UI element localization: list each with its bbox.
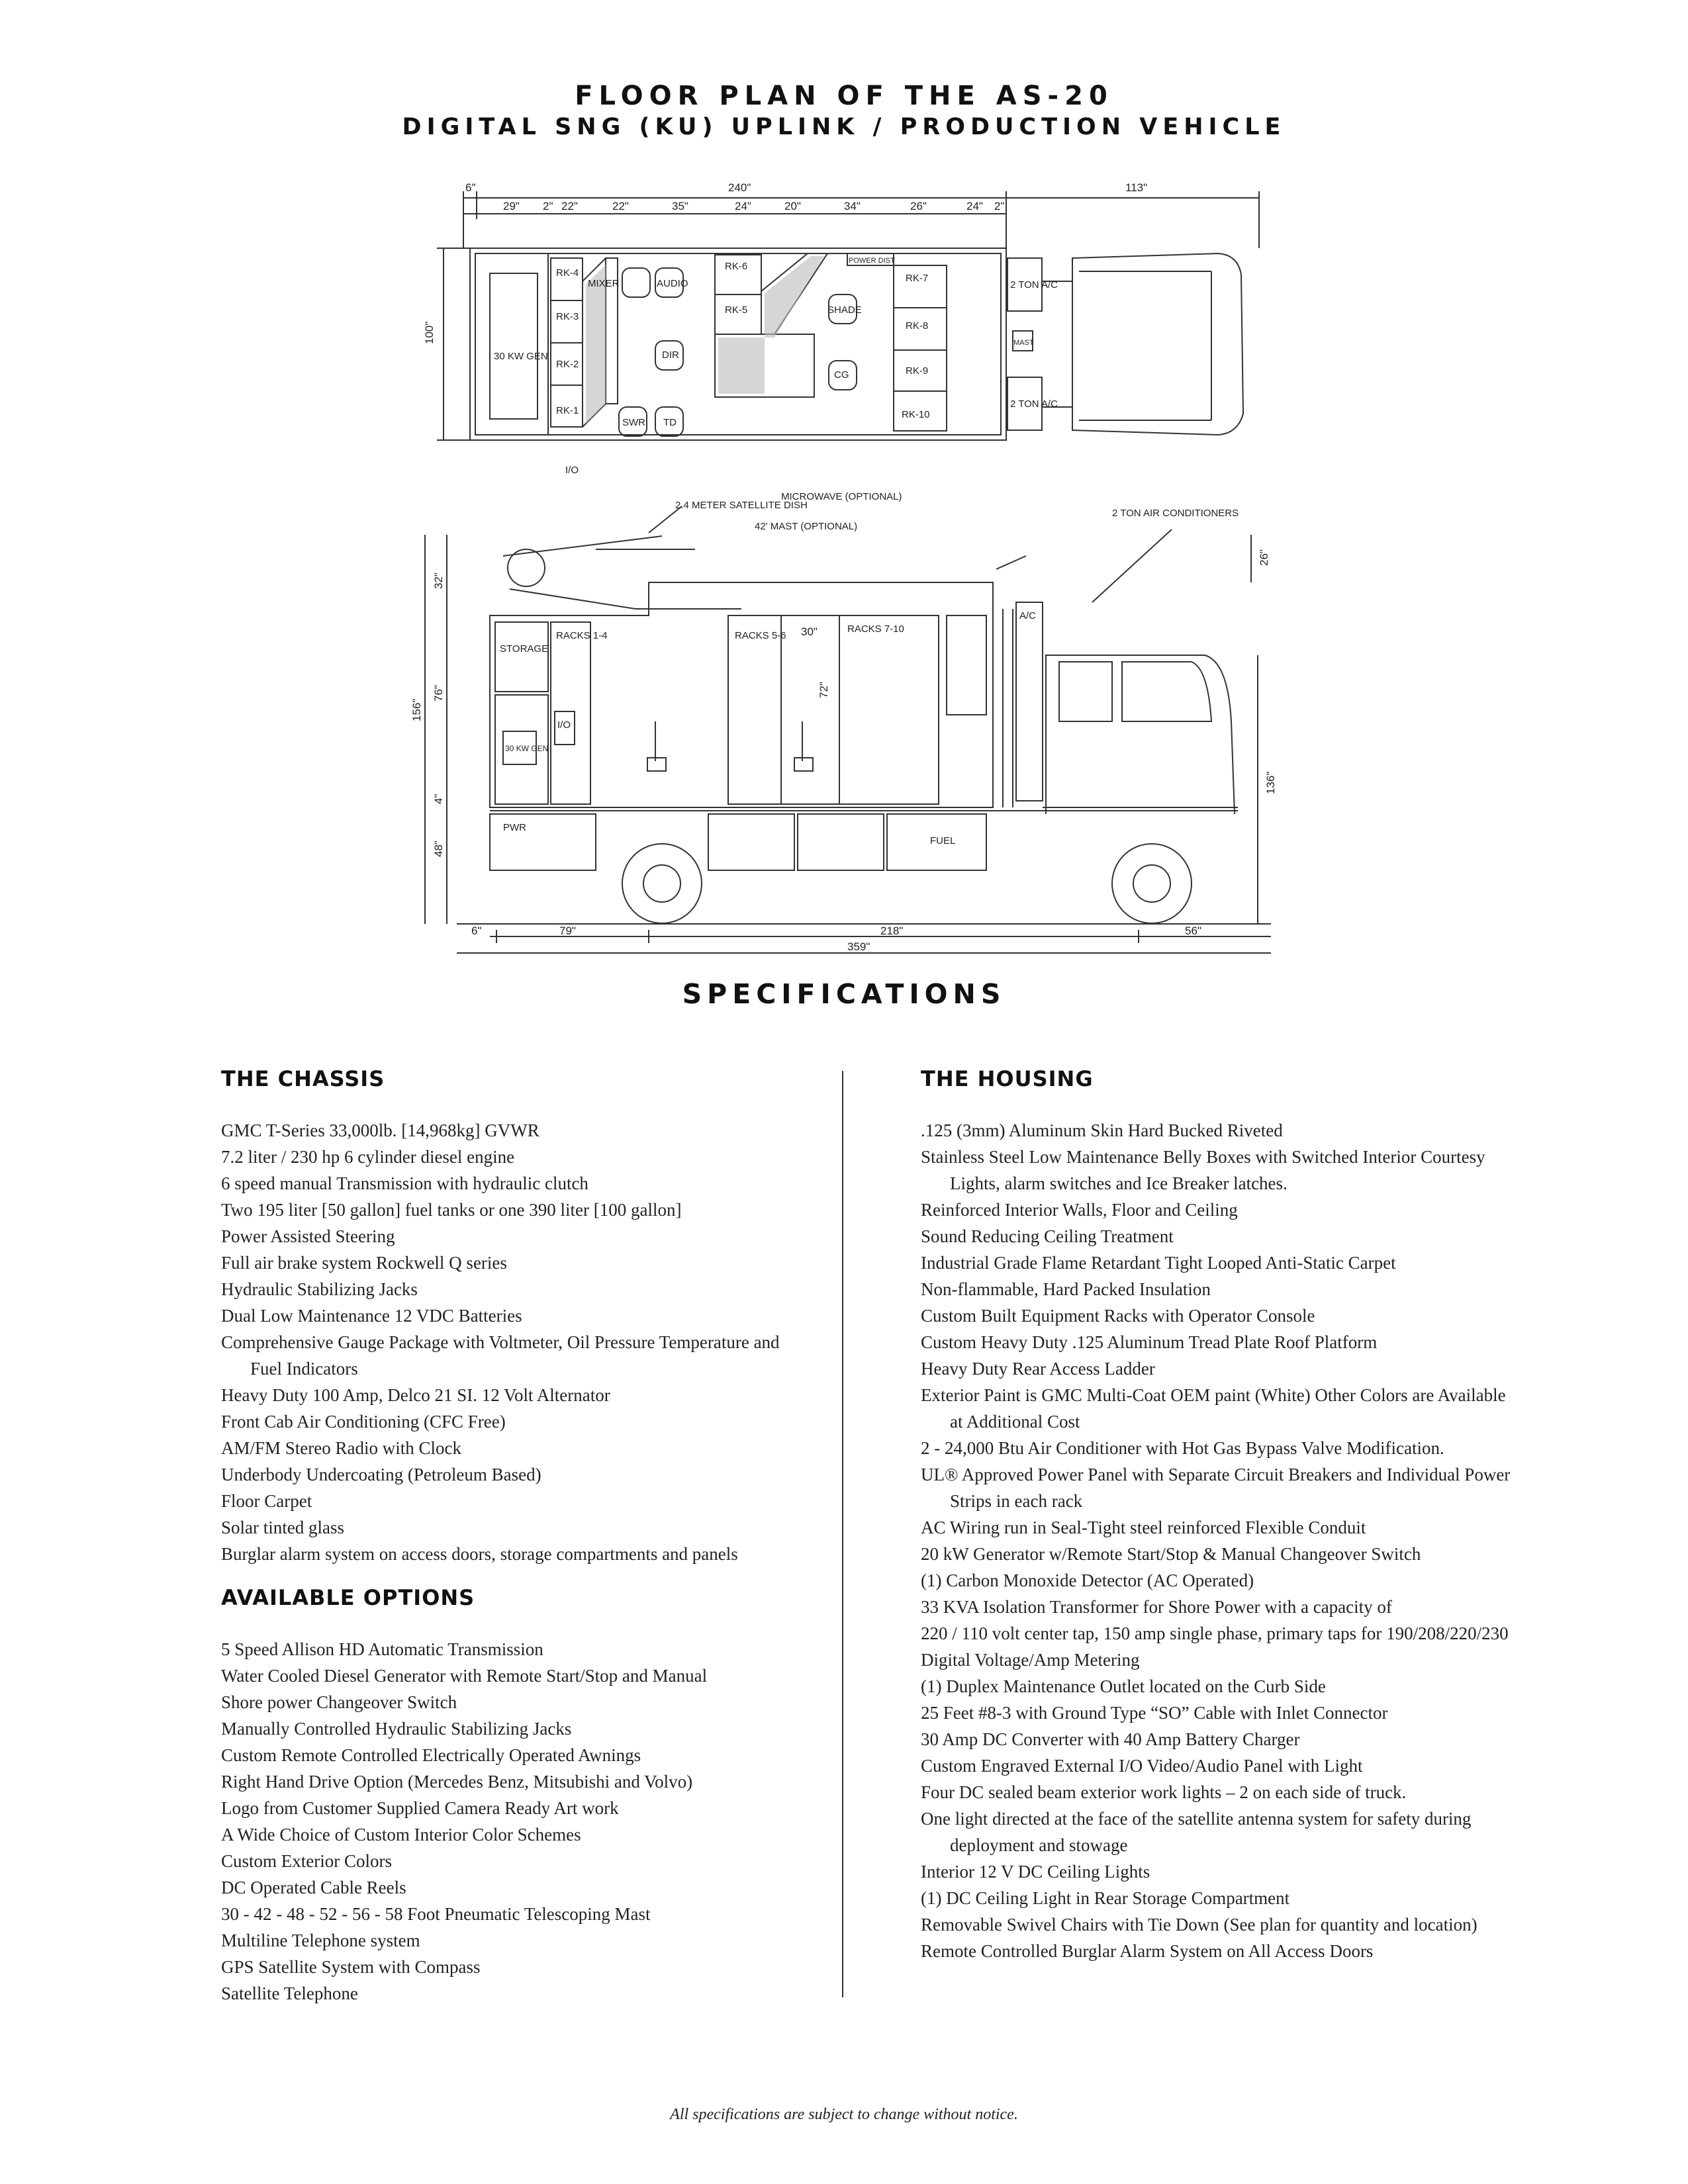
plan-label: SWR	[622, 417, 645, 428]
spec-item: GMC T-Series 33,000lb. [14,968kg] GVWR	[221, 1120, 539, 1140]
footer-note: All specifications are subject to change without notice.	[670, 2106, 1018, 2123]
spec-item: 25 Feet #8-3 with Ground Type “SO” Cable with Inlet Connector	[921, 1703, 1388, 1723]
dim-label: 79"	[559, 925, 576, 937]
spec-item: 7.2 liter / 230 hp 6 cylinder diesel engine	[221, 1147, 515, 1167]
spec-item: Underbody Undercoating (Petroleum Based)	[221, 1465, 541, 1484]
plan-label: I/O	[565, 465, 579, 476]
plan-label: DIR	[662, 349, 679, 361]
side-label: PWR	[503, 822, 526, 833]
spec-item: Multiline Telephone system	[221, 1931, 420, 1950]
spec-item: AC Wiring run in Seal-Tight steel reinforced Flexible Conduit	[921, 1518, 1366, 1537]
spec-item: Stainless Steel Low Maintenance Belly Boxes with Switched Interior Courtesy Lights, alarm switches and Ice Breaker latches.	[921, 1147, 1485, 1193]
spec-item: Solar tinted glass	[221, 1518, 344, 1537]
plan-label: MAST	[1013, 339, 1034, 347]
page-title: FLOOR PLAN OF THE AS-20	[575, 81, 1113, 111]
chassis-heading: THE CHASSIS	[221, 1066, 385, 1091]
dim-label: 26"	[910, 200, 927, 212]
dim-label: 22"	[561, 200, 578, 212]
spec-item: Shore power Changeover Switch	[221, 1692, 457, 1712]
spec-item: Removable Swivel Chairs with Tie Down (See plan for quantity and location)	[921, 1915, 1477, 1934]
plan-label: RK-6	[725, 261, 748, 272]
spec-item: Hydraulic Stabilizing Jacks	[221, 1279, 418, 1299]
side-label: STORAGE	[500, 643, 549, 655]
spec-item: Industrial Grade Flame Retardant Tight Looped Anti-Static Carpet	[921, 1253, 1396, 1273]
spec-item: Satellite Telephone	[221, 1983, 358, 2003]
options-heading: AVAILABLE OPTIONS	[221, 1585, 475, 1610]
spec-item: Custom Exterior Colors	[221, 1851, 392, 1871]
spec-item: Front Cab Air Conditioning (CFC Free)	[221, 1412, 506, 1432]
spec-item: Interior 12 V DC Ceiling Lights	[921, 1862, 1150, 1882]
dim-label: 32"	[432, 572, 445, 589]
dim-label: 2"	[543, 200, 553, 212]
side-label: FUEL	[930, 835, 956, 846]
spec-item: 2 - 24,000 Btu Air Conditioner with Hot Gas Bypass Valve Modification.	[921, 1438, 1444, 1458]
chassis-list	[221, 1117, 790, 1567]
dim-label: 218"	[880, 925, 904, 937]
side-label: A/C	[1019, 610, 1037, 621]
dim-label: 35"	[672, 200, 688, 212]
spec-item: Sound Reducing Ceiling Treatment	[921, 1226, 1174, 1246]
plan-label: RK-7	[906, 273, 929, 284]
spec-item: One light directed at the face of the satellite antenna system for safety during deployment and stowage	[921, 1809, 1472, 1855]
dim-label: 6"	[465, 181, 476, 194]
plan-label: RK-1	[556, 405, 579, 416]
spec-item: Manually Controlled Hydraulic Stabilizing Jacks	[221, 1719, 572, 1739]
plan-label: RK-2	[556, 359, 579, 370]
dim-label: 29"	[503, 200, 520, 212]
callout-label: 2.4 METER SATELLITE DISH	[675, 500, 808, 511]
spec-item: 220 / 110 volt center tap, 150 amp single phase, primary taps for 190/208/220/230	[921, 1623, 1509, 1643]
dim-label: 100"	[423, 321, 436, 344]
dim-label: 4"	[432, 794, 445, 804]
dim-label: 30"	[801, 625, 818, 638]
spec-item: 33 KVA Isolation Transformer for Shore Power with a capacity of	[921, 1597, 1392, 1617]
plan-label: MIXER	[588, 278, 620, 289]
column-divider	[842, 1071, 843, 1997]
plan-label: CG	[834, 369, 849, 381]
spec-item: Reinforced Interior Walls, Floor and Ceiling	[921, 1200, 1238, 1220]
dim-label: 24"	[966, 200, 983, 212]
spec-item: (1) Duplex Maintenance Outlet located on the Curb Side	[921, 1676, 1326, 1696]
plan-label: RK-8	[906, 320, 929, 332]
spec-item: Comprehensive Gauge Package with Voltmeter, Oil Pressure Temperature and Fuel Indicators	[221, 1332, 780, 1379]
dim-label: 26"	[1258, 549, 1270, 566]
side-view-diagram	[397, 491, 1297, 960]
plan-label: 2 TON A/C	[1010, 279, 1058, 291]
side-label: RACKS 5-6	[735, 630, 786, 641]
spec-item: AM/FM Stereo Radio with Clock	[221, 1438, 461, 1458]
dim-label: 34"	[844, 200, 861, 212]
spec-item: Heavy Duty Rear Access Ladder	[921, 1359, 1155, 1379]
spec-item: DC Operated Cable Reels	[221, 1878, 406, 1897]
plan-label: POWER DIST	[849, 257, 895, 265]
spec-item: Custom Engraved External I/O Video/Audio Panel with Light	[921, 1756, 1363, 1776]
plan-label: RK-9	[906, 365, 929, 377]
spec-item: Floor Carpet	[221, 1491, 312, 1511]
dim-label: 113"	[1125, 181, 1148, 194]
spec-item: Right Hand Drive Option (Mercedes Benz, Mitsubishi and Volvo)	[221, 1772, 693, 1792]
dim-label: 24"	[735, 200, 751, 212]
plan-label: RK-10	[902, 409, 930, 420]
dim-label: 76"	[432, 685, 445, 702]
spec-item: (1) Carbon Monoxide Detector (AC Operated)	[921, 1570, 1254, 1590]
spec-item: Logo from Customer Supplied Camera Ready Art work	[221, 1798, 619, 1818]
dim-label: 48"	[432, 841, 445, 857]
options-list	[221, 1636, 790, 2007]
side-label: I/O	[557, 719, 571, 731]
dim-label: 2"	[994, 200, 1005, 212]
spec-item: Burglar alarm system on access doors, storage compartments and panels	[221, 1544, 738, 1564]
callout-label: MICROWAVE (OPTIONAL)	[781, 491, 902, 502]
spec-item: Non-flammable, Hard Packed Insulation	[921, 1279, 1211, 1299]
spec-item: Full air brake system Rockwell Q series	[221, 1253, 507, 1273]
spec-item: Two 195 liter [50 gallon] fuel tanks or one 390 liter [100 gallon]	[221, 1200, 682, 1220]
dim-label: 6"	[471, 925, 482, 937]
specifications-heading: SPECIFICATIONS	[682, 978, 1006, 1010]
plan-label: RK-5	[725, 304, 748, 316]
side-label: RACKS 7-10	[847, 623, 904, 635]
spec-item: .125 (3mm) Aluminum Skin Hard Bucked Riveted	[921, 1120, 1283, 1140]
plan-label: AUDIO	[657, 278, 688, 289]
side-label: 30 KW GEN	[505, 744, 549, 753]
dim-label: 20"	[784, 200, 801, 212]
spec-item: 5 Speed Allison HD Automatic Transmission	[221, 1639, 543, 1659]
dim-label: 240"	[728, 181, 751, 194]
page-subtitle: DIGITAL SNG (KU) UPLINK / PRODUCTION VEHICLE	[402, 114, 1286, 140]
dim-label: 56"	[1185, 925, 1201, 937]
spec-item: 20 kW Generator w/Remote Start/Stop & Manual Changeover Switch	[921, 1544, 1421, 1564]
spec-item: GPS Satellite System with Compass	[221, 1957, 481, 1977]
spec-item: Custom Built Equipment Racks with Operator Console	[921, 1306, 1315, 1326]
spec-item: A Wide Choice of Custom Interior Color Schemes	[221, 1825, 581, 1844]
housing-list	[921, 1117, 1517, 1964]
spec-item: Heavy Duty 100 Amp, Delco 21 SI. 12 Volt Alternator	[221, 1385, 610, 1405]
spec-item: 30 Amp DC Converter with 40 Amp Battery Charger	[921, 1729, 1300, 1749]
plan-label: 30 KW GEN	[494, 351, 548, 362]
spec-item: Power Assisted Steering	[221, 1226, 395, 1246]
plan-label: RK-4	[556, 267, 579, 279]
callout-label: 42' MAST (OPTIONAL)	[755, 521, 858, 532]
spec-item: UL® Approved Power Panel with Separate Circuit Breakers and Individual Power Strips in each rack	[921, 1465, 1511, 1511]
plan-label: RK-3	[556, 311, 579, 322]
dim-label: 22"	[612, 200, 629, 212]
plan-label: TD	[663, 417, 677, 428]
spec-item: 30 - 42 - 48 - 52 - 56 - 58 Foot Pneumatic Telescoping Mast	[221, 1904, 651, 1924]
dim-label: 156"	[410, 698, 423, 721]
spec-item: Water Cooled Diesel Generator with Remote Start/Stop and Manual	[221, 1666, 708, 1686]
plan-label: 2 TON A/C	[1010, 398, 1058, 410]
spec-item: Four DC sealed beam exterior work lights – 2 on each side of truck.	[921, 1782, 1407, 1802]
spec-item: Dual Low Maintenance 12 VDC Batteries	[221, 1306, 522, 1326]
left-column	[221, 1066, 790, 2007]
dim-label: 72"	[818, 682, 830, 698]
callout-label: 2 TON AIR CONDITIONERS	[1112, 508, 1239, 519]
side-label: RACKS 1-4	[556, 630, 608, 641]
spec-item: (1) DC Ceiling Light in Rear Storage Compartment	[921, 1888, 1290, 1908]
right-column	[921, 1066, 1517, 1964]
floor-plan-diagram	[424, 175, 1284, 486]
spec-item: 6 speed manual Transmission with hydraulic clutch	[221, 1173, 588, 1193]
spec-item: Digital Voltage/Amp Metering	[921, 1650, 1140, 1670]
spec-item: Exterior Paint is GMC Multi-Coat OEM paint (White) Other Colors are Available at Additional Cost	[921, 1385, 1506, 1432]
spec-item: Remote Controlled Burglar Alarm System on All Access Doors	[921, 1941, 1374, 1961]
dim-label: 136"	[1264, 771, 1277, 794]
plan-label: SHADE	[827, 304, 862, 316]
spec-item: Custom Remote Controlled Electrically Operated Awnings	[221, 1745, 641, 1765]
housing-heading: THE HOUSING	[921, 1066, 1094, 1091]
spec-item: Custom Heavy Duty .125 Aluminum Tread Plate Roof Platform	[921, 1332, 1378, 1352]
dim-label: 359"	[847, 940, 870, 953]
